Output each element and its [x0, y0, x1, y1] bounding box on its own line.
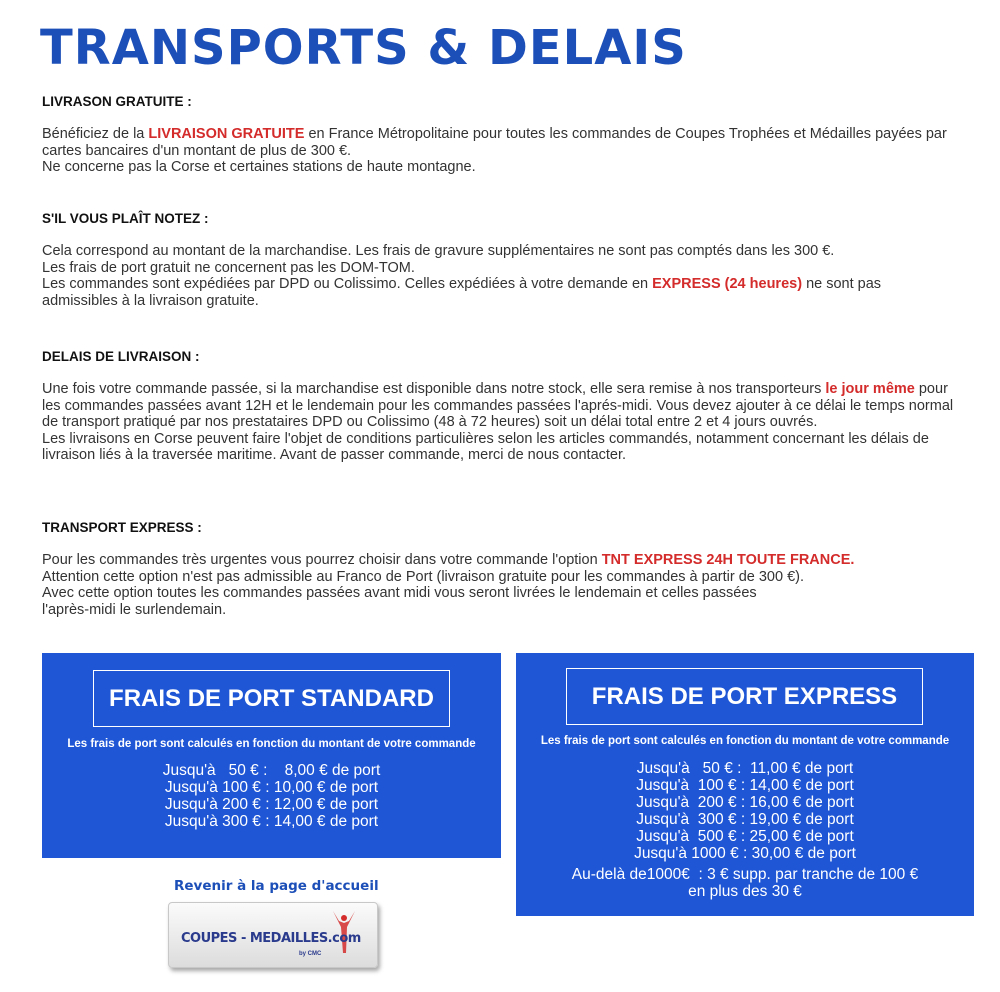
express-line-4: l'après-midi le surlendemain. — [42, 601, 227, 618]
delays-text-b: pour les commandes passées avant 12H et le lendemain pour les commandes passées l'aprés-midi. Vous devez ajouter à ce délai le temps normal de transport pratiqué par nos prestataires DPD ou Colissimo (48 à 72 heures) soit un délai total entre 2 et 4 jours ouvrés. — [42, 381, 954, 430]
standard-box-title: FRAIS DE PORT STANDARD — [93, 670, 450, 727]
express-rate-row: Jusqu'à 300 € : 19,00 € de port — [636, 811, 854, 828]
notice-heading: S'IL VOUS PLAÎT NOTEZ : — [42, 211, 209, 226]
express-rate-row: Jusqu'à 50 € : 11,00 € de port — [636, 760, 854, 777]
free-delivery-exclusion: Ne concerne pas la Corse et certaines stations de haute montagne. — [42, 159, 476, 175]
standard-shipping-box — [42, 653, 501, 858]
express-text-a: Pour les commandes très urgentes vous pourrez choisir dans votre commande l'option — [42, 552, 602, 568]
express-box-title: FRAIS DE PORT EXPRESS — [566, 668, 923, 725]
express-line-3: Avec cette option toutes les commandes passées avant midi vous seront livrées le lendemain et celles passées — [42, 585, 757, 601]
notice-line-1: Cela correspond au montant de la marchandise. Les frais de gravure supplémentaires ne sont pas comptés dans les 300 €. — [42, 243, 835, 259]
delays-text — [42, 381, 954, 431]
delays-text-a: Une fois votre commande passée, si la marchandise est disponible dans notre stock, elle sera remise à nos transporteurs — [42, 381, 826, 397]
notice-line-3 — [42, 276, 954, 309]
standard-rates-list — [42, 762, 501, 830]
standard-rate-row: Jusqu'à 300 € : 14,00 € de port — [164, 813, 379, 830]
notice-text-a: Les commandes sont expédiées par DPD ou Colissimo. Celles expédiées à votre demande en — [42, 276, 653, 292]
standard-rate-row: Jusqu'à 100 € : 10,00 € de port — [164, 779, 379, 796]
free-delivery-text — [42, 126, 954, 159]
free-text-a: Bénéficiez de la — [42, 126, 149, 142]
express-line-2: Attention cette option n'est pas admissible au Franco de Port (livraison gratuite pour les commandes à partir de 300 €). — [42, 568, 805, 585]
express-line-1 — [42, 552, 954, 569]
same-day-highlight: le jour même — [825, 381, 915, 397]
express-section — [42, 520, 954, 618]
delays-heading: DELAIS DE LIVRAISON : — [42, 349, 200, 364]
express-extra-line-2: en plus des 30 € — [688, 883, 802, 900]
express-shipping-box — [516, 653, 974, 916]
home-link[interactable]: Revenir à la page d'accueil — [174, 878, 379, 894]
free-text-b: en France Métropolitaine pour toutes les commandes de Coupes Trophées et Médailles payées par cartes bancaires d'un montant de plus de 300 €. — [42, 126, 947, 159]
express-rate-row: Jusqu'à 200 € : 16,00 € de port — [636, 794, 854, 811]
standard-rate-row: Jusqu'à 50 € : 8,00 € de port — [162, 762, 381, 779]
express-rate-row: Jusqu'à 1000 € : 30,00 € de port — [634, 845, 856, 862]
logo-text: COUPES - MEDAILLES.com — [181, 931, 361, 946]
delays-section — [42, 349, 954, 464]
notice-text-b: ne sont pas admissibles à la livraison gratuite. — [42, 276, 882, 309]
express-box-subtitle: Les frais de port sont calculés en fonction du montant de votre commande — [540, 735, 950, 747]
standard-box-subtitle: Les frais de port sont calculés en fonction du montant de votre commande — [67, 738, 476, 750]
notice-line-2: Les frais de port gratuit ne concernent pas les DOM-TOM. — [42, 259, 415, 276]
free-delivery-section — [42, 94, 954, 176]
express-extra — [516, 866, 974, 900]
express-rates-list — [516, 760, 974, 862]
express-heading: TRANSPORT EXPRESS : — [42, 520, 202, 535]
express-extra-line-1: Au-delà de1000€ : 3 € supp. par tranche de 100 € — [571, 866, 919, 883]
page-title: TRANSPORTS & DELAIS — [40, 20, 687, 76]
delays-corsica: Les livraisons en Corse peuvent faire l'objet de conditions particulières selon les articles commandés, notamment concernant les délais de livraison liés à la traversée maritime. Avant de passer commande, merci de nous contacter. — [42, 430, 929, 463]
free-delivery-heading: LIVRASON GRATUITE : — [42, 94, 192, 109]
site-logo-button[interactable] — [168, 902, 378, 968]
tnt-highlight: TNT EXPRESS 24H TOUTE FRANCE. — [601, 552, 855, 568]
free-delivery-highlight: LIVRAISON GRATUITE — [148, 126, 305, 142]
notice-section — [42, 211, 954, 309]
logo-subtext: by CMC — [299, 951, 322, 957]
express-rate-row: Jusqu'à 500 € : 25,00 € de port — [636, 828, 854, 845]
express-rate-row: Jusqu'à 100 € : 14,00 € de port — [636, 777, 854, 794]
express-highlight: EXPRESS (24 heures) — [652, 276, 803, 292]
standard-rate-row: Jusqu'à 200 € : 12,00 € de port — [164, 796, 379, 813]
